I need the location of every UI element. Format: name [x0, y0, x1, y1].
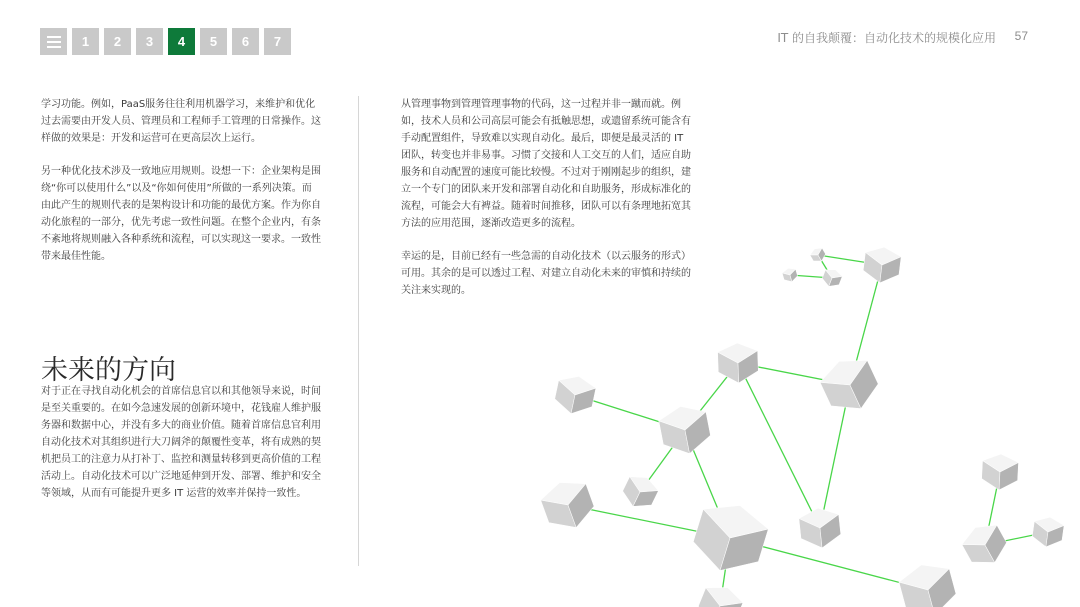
right-paragraph-2: 幸运的是，目前已经有一些急需的自动化技术（以云服务的形式）可用。其余的是可以透过工程、对建立自动化未来的审慎和持续的关注来实现的。 [401, 251, 691, 296]
page-number: 57 [1014, 29, 1028, 43]
document-title: IT 的自我颠覆：自动化技术的规模化应用 [777, 31, 996, 45]
cube [808, 245, 827, 264]
section-paragraph: 对于正在寻找自动化机会的首席信息官以和其他领导来说，时间是至关重要的。在如今急速发展的创新环境中，花钱雇人维护服务器和数据中心，并没有多大的商业价值。随着首席信息官利用自动化技术对其组织进行大刀阔斧的颠覆性变革，将有成熟的契机把员工的注意力从打补丁、监控和测量转移到更高价值的工程活动上。自动化技术可以广泛地延伸到开发、部署、维护和安全等领域，从而有可能提升更多 IT 运营的效率并保持一致性。 [41, 386, 321, 499]
nav-page-5[interactable]: 5 [200, 28, 227, 55]
nav-page-2[interactable]: 2 [104, 28, 131, 55]
cube [781, 266, 798, 283]
menu-icon[interactable] [40, 28, 67, 55]
column-divider [358, 96, 359, 566]
cube [619, 471, 662, 514]
connector-line [738, 363, 820, 528]
cube [862, 245, 902, 285]
cube [657, 402, 713, 458]
cube [815, 350, 884, 419]
left-paragraph-1: 学习功能。例如，PaaS服务往往利用机器学习，来维护和优化过去需要由开发人员、管理员和工程师手工管理的日常操作。这样做的效果是：开发和运营可在更高层次上运行。 [41, 99, 321, 144]
section-heading: 未来的方向 [41, 355, 176, 387]
cube [688, 496, 773, 581]
cube [552, 372, 597, 417]
section-body [41, 383, 321, 518]
cube [537, 474, 599, 536]
nav-page-6[interactable]: 6 [232, 28, 259, 55]
cube [1031, 515, 1065, 549]
nav-page-4-active[interactable]: 4 [168, 28, 195, 55]
right-paragraph-1: 从管理事物到管理管理事物的代码，这一过程并非一蹴而就。例如，技术人员和公司高层可能会有抵触思想，或遗留系统可能含有手动配置组件，导致难以实现自动化。最后，即便是最灵活的 IT 团队，转变也并非易事。习惯了交接和人工交互的人们，适应自助服务和自动配置的速度可能比较慢。不过对于刚刚起步的组织，建立一个专门的团队来开发和部署自动化和自助服务，形成标准化的流程，可能会大有裨益。随着时间推移，团队可以有条理地拓宽其方法的应用范围，逐渐改造更多的流程。 [401, 99, 691, 229]
page-navigation [40, 28, 291, 55]
nav-page-1[interactable]: 1 [72, 28, 99, 55]
cube [958, 518, 1012, 572]
nav-page-7[interactable]: 7 [264, 28, 291, 55]
cube-network-illustration [530, 230, 1080, 607]
cube [820, 266, 843, 289]
cube [717, 342, 758, 383]
nav-page-3[interactable]: 3 [136, 28, 163, 55]
cube [798, 506, 842, 550]
cube [694, 580, 746, 607]
cube [981, 453, 1019, 491]
left-paragraph-2: 另一种优化技术涉及一致地应用规则。设想一下：企业架构是围绕“你可以使用什么”以及“你如何使用”所做的一系列决策。而由此产生的规则代表的是架构设计和功能的最优方案。作为你自动化旅程的一部分，优先考虑一致性问题。在整个企业内，有条不紊地将规则融入各种系统和流程，可以实现这一要求。一致性带来最佳性能。 [41, 166, 321, 262]
left-column [41, 96, 321, 281]
cube [896, 558, 960, 607]
